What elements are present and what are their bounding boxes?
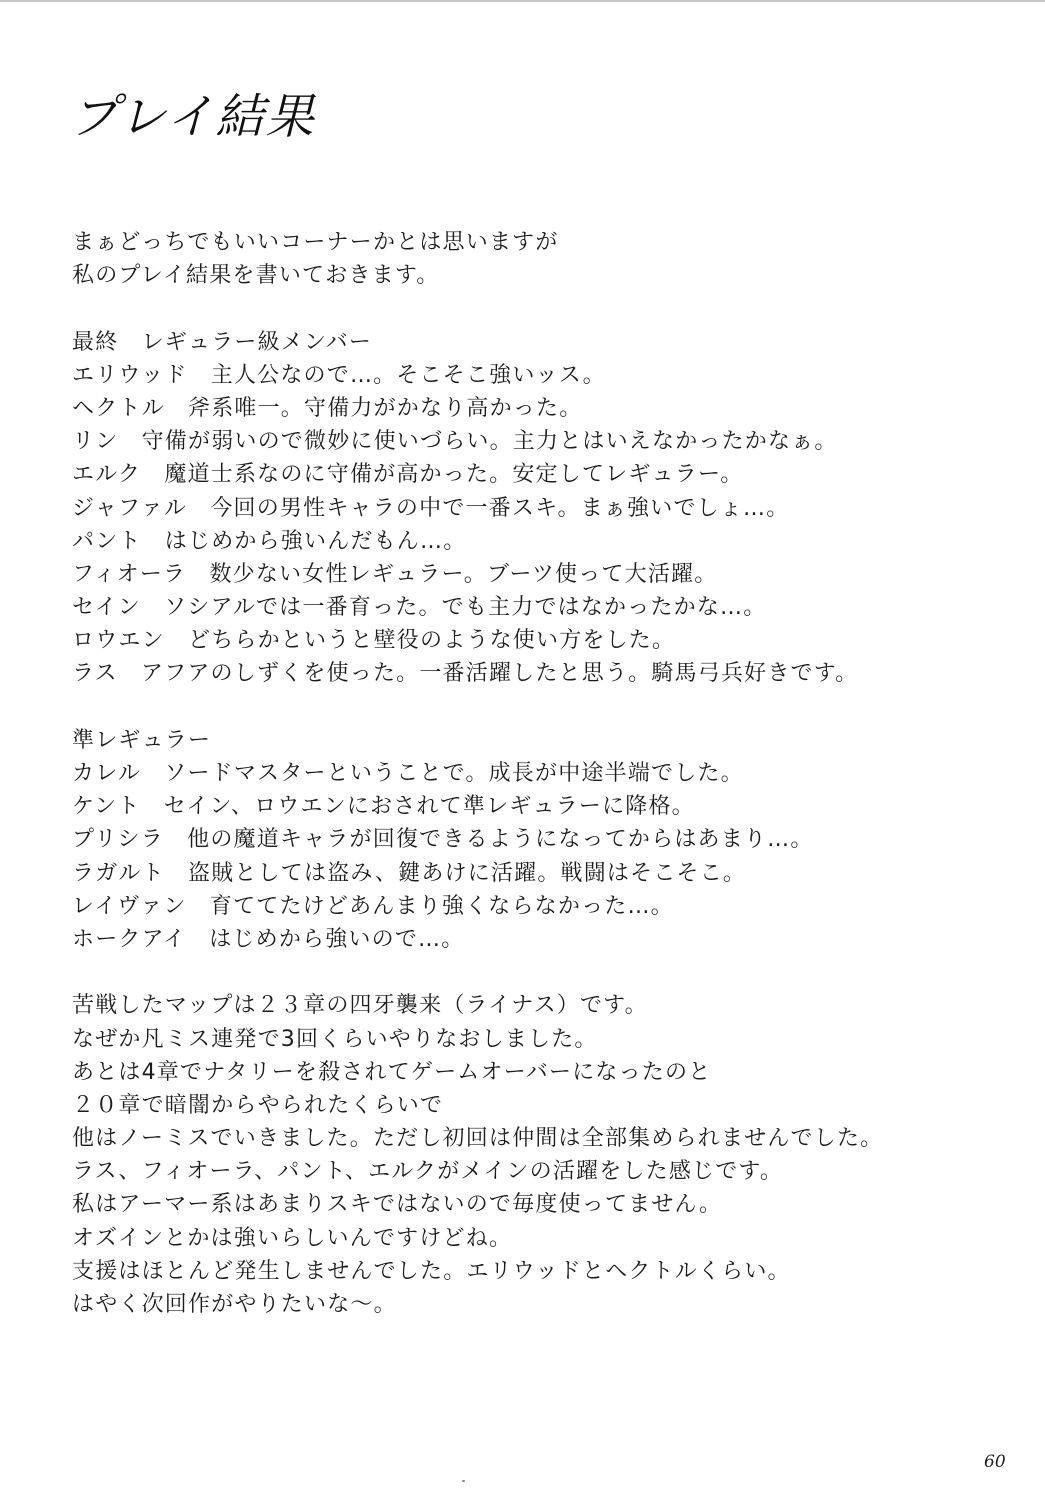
text-line: オズインとかは強いらしいんですけどね。 — [72, 1225, 513, 1251]
text-line: フィオーラ 数少ない女性レギュラー。ブーツ使って大活躍。 — [72, 561, 718, 587]
text-line: 支援はほとんど発生しませんでした。エリウッドとヘクトルくらい。 — [72, 1258, 791, 1284]
text-line: ケント セイン、ロウエンにおされて準レギュラーに降格。 — [72, 794, 695, 820]
text-line: 他はノーミスでいきました。ただし初回は仲間は全部集められませんでした。 — [72, 1126, 884, 1152]
text-line: ラス アフアのしずくを使った。一番活躍したと思う。騎馬弓兵好きです。 — [72, 661, 859, 687]
body-text — [72, 226, 972, 1321]
text-line: リン 守備が弱いので微妙に使いづらい。主力とはいえなかったかなぁ。 — [72, 429, 838, 455]
text-line: まぁどっちでもいいコーナーかとは思いますが — [72, 230, 559, 255]
scan-speck — [462, 1480, 465, 1482]
blank-line — [72, 691, 972, 724]
top-edge-rule — [0, 0, 1045, 2]
text-line: セイン ソシアルでは一番育った。でも主力ではなかったかな…。 — [72, 595, 767, 621]
text-line: あとは4章でナタリーを殺されてゲームオーバーになったのと — [72, 1059, 712, 1085]
text-line: はやく次回作がやりたいな～。 — [72, 1292, 397, 1317]
page-number: 60 — [984, 1452, 1006, 1472]
text-line: ホークアイ はじめから強いので…。 — [72, 926, 465, 952]
blank-line — [72, 292, 972, 325]
text-line: レイヴァン 育ててたけどあんまり強くならなかった…。 — [72, 893, 674, 919]
text-line: 私のプレイ結果を書いておきます。 — [72, 263, 440, 289]
text-line: カレル ソードマスターということで。成長が中途半端でした。 — [72, 761, 744, 786]
page-title: プレイ結果 — [70, 89, 316, 145]
text-line: 苦戦したマップは２３章の四牙襲来（ライナス）です。 — [72, 993, 648, 1019]
section-heading-semi-regular: 準レギュラー — [72, 727, 212, 753]
text-line: エリウッド 主人公なので…。そこそこ強いッス。 — [72, 362, 606, 388]
text-line: ヘクトル 斧系唯一。守備力がかなり高かった。 — [72, 395, 583, 421]
blank-line — [72, 956, 972, 989]
text-line: ２０章で暗闇からやられたくらいで — [72, 1092, 444, 1118]
text-line: ラス、フィオーラ、パント、エルクがメインの活躍をした感じです。 — [72, 1159, 784, 1185]
text-line: パント はじめから強いんだもん…。 — [72, 528, 467, 554]
text-line: ジャファル 今回の男性キャラの中で一番スキ。まぁ強いでしょ…。 — [72, 495, 790, 521]
text-line: 私はアーマー系はあまりスキではないので毎度使ってません。 — [72, 1192, 723, 1218]
section-heading-regular-members: 最終 レギュラー級メンバー — [72, 329, 373, 355]
text-line: なぜか凡ミス連発で3回くらいやりなおしました。 — [72, 1026, 598, 1052]
text-line: エルク 魔道士系なのに守備が高かった。安定してレギュラー。 — [72, 462, 744, 488]
text-line: ロウエン どちらかというと壁役のような使い方をした。 — [72, 628, 676, 654]
text-line: ラガルト 盗賊としては盗み、鍵あけに活躍。戦闘はそこそこ。 — [72, 860, 747, 886]
text-line: プリシラ 他の魔道キャラが回復できるようになってからはあまり…。 — [72, 827, 814, 853]
